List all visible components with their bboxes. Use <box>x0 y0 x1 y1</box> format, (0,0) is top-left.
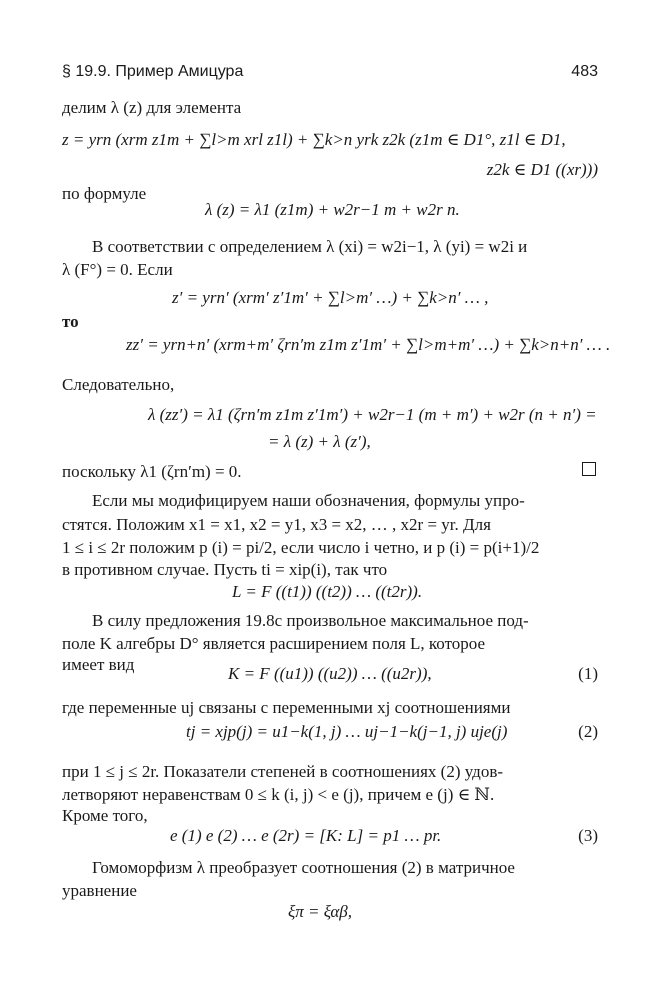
text-line: имеет вид <box>62 655 135 674</box>
text-line: при 1 ≤ j ≤ 2r. Показатели степеней в соотношениях (2) удов- <box>62 762 504 781</box>
equation-number: (3) <box>578 826 598 845</box>
formula-line: z2k ∈ D1 ((xr))) <box>486 160 598 179</box>
text-line: где переменные uj связаны с переменными xj соотношениями <box>62 698 511 717</box>
formula-line: K = F ((u1)) ((u2)) … ((u2r)), <box>228 664 432 683</box>
formula-line: λ (z) = λ1 (z1m) + w2r−1 m + w2r n. <box>205 200 460 219</box>
text-line: 1 ≤ i ≤ 2r положим p (i) = pi/2, если число i четно, и p (i) = p(i+1)/2 <box>62 538 540 557</box>
text-line: В соответствии с определением λ (xi) = w2i−1, λ (yi) = w2i и <box>92 237 528 256</box>
qed-square-icon <box>582 462 596 476</box>
text-line: Если мы модифицируем наши обозначения, формулы упро- <box>92 491 525 510</box>
text-line: летворяют неравенствам 0 ≤ k (i, j) < e (j), причем e (j) ∈ ℕ. <box>62 785 495 804</box>
formula-line: tj = xjp(j) = u1−k(1, j) … uj−1−k(j−1, j) uje(j) <box>186 722 508 741</box>
text-line: Кроме того, <box>62 806 148 825</box>
equation-number: (1) <box>578 664 598 683</box>
text-line: λ (F°) = 0. Если <box>62 260 173 279</box>
text-line: поскольку λ1 (ζrn′m) = 0. <box>62 462 242 481</box>
text-line: уравнение <box>62 881 137 900</box>
formula-line: z′ = yrn′ (xrm′ z′1m′ + ∑l>m′ …) + ∑k>n′ … , <box>172 288 489 307</box>
text-line: Гомоморфизм λ преобразует соотношения (2) в матричное <box>92 858 515 877</box>
formula-line: λ (zz′) = λ1 (ζrn′m z1m z′1m′) + w2r−1 (m + m′) + w2r (n + n′) = <box>148 405 597 424</box>
text-line: Следовательно, <box>62 375 175 394</box>
formula-line: L = F ((t1)) ((t2)) … ((t2r)). <box>232 582 423 601</box>
text-line: стятся. Положим x1 = x1, x2 = y1, x3 = x2, … , x2r = yr. Для <box>62 515 491 534</box>
formula-line: ξπ = ξαβ, <box>288 902 352 921</box>
formula-line: zz′ = yrn+n′ (xrm+m′ ζrn′m z1m z′1m′ + ∑l>m+m′ …) + ∑k>n+n′ … . <box>126 335 611 354</box>
text-line: по формуле <box>62 184 147 203</box>
formula-line: = λ (z) + λ (z′), <box>268 432 371 451</box>
text-line: в противном случае. Пусть ti = xip(i), так что <box>62 560 388 579</box>
text-line: В силу предложения 19.8с произвольное максимальное под- <box>92 611 529 630</box>
formula-line: z = yrn (xrm z1m + ∑l>m xrl z1l) + ∑k>n yrk z2k (z1m ∈ D1°, z1l ∈ D1, <box>62 130 566 149</box>
text-line: то <box>62 312 79 331</box>
text-line: поле K алгебры D° является расширением поля L, которое <box>62 634 486 653</box>
formula-line: e (1) e (2) … e (2r) = [K: L] = p1 … pr. <box>170 826 442 845</box>
page-number: 483 <box>571 63 598 80</box>
text-line: делим λ (z) для элемента <box>62 98 242 117</box>
equation-number: (2) <box>578 722 598 741</box>
running-header: § 19.9. Пример Амицура <box>62 63 244 80</box>
